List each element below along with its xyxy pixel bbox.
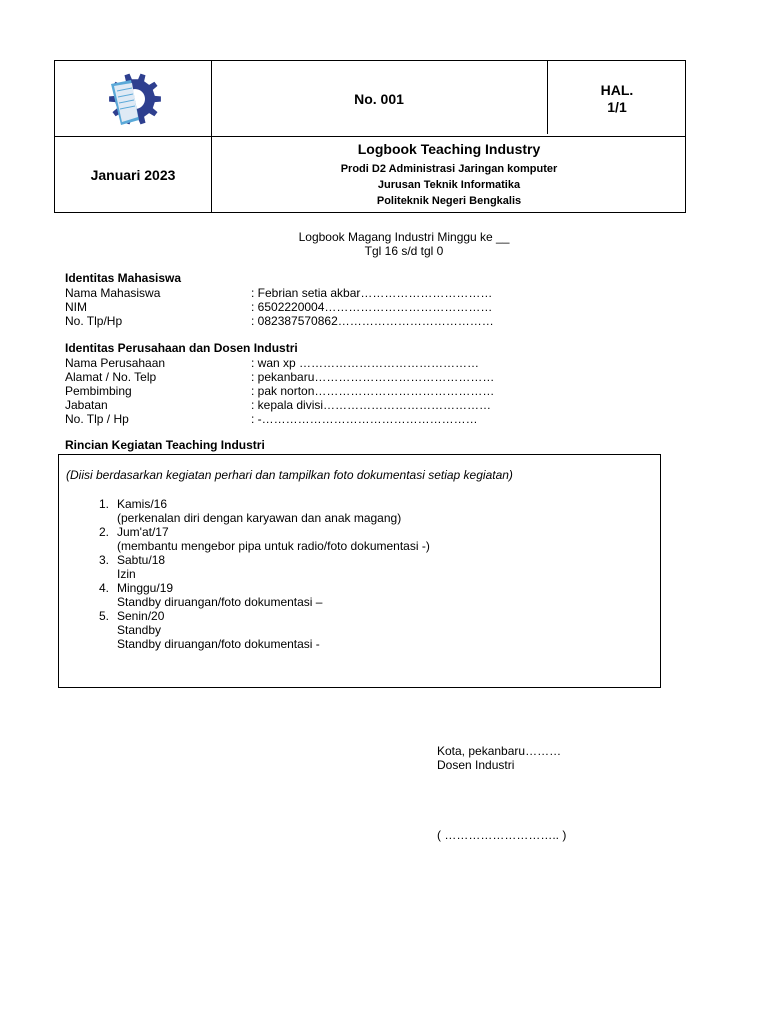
identity-value: : kepala divisi…………………………………… (251, 398, 492, 412)
document-header-table (54, 60, 686, 213)
signature-role: Dosen Industri (437, 758, 515, 772)
identity-row (65, 356, 494, 370)
logbook-subtitle: Tgl 16 s/d tgl 0 (364, 244, 444, 258)
activity-indent (59, 511, 113, 525)
activity-item-day (59, 525, 430, 539)
page-number-cell (547, 61, 687, 136)
activity-indent (59, 539, 113, 553)
activity-indent (59, 623, 113, 637)
politeknik-line: Politeknik Negeri Bengkalis (376, 195, 522, 207)
identity-row (65, 412, 494, 426)
signature-name-placeholder: ( ……………………….. ) (437, 828, 567, 842)
activity-text: Standby (117, 623, 162, 637)
activity-text: Standby diruangan/foto dokumentasi - (117, 637, 320, 651)
activity-item-detail (59, 511, 430, 525)
document-title-cell (211, 136, 687, 214)
activity-item-day (59, 581, 430, 595)
activity-item-day (59, 609, 430, 623)
identity-label: Nama Perusahaan (65, 356, 166, 370)
jurusan-line: Jurusan Teknik Informatika (377, 179, 521, 191)
prodi-line: Prodi D2 Administrasi Jaringan komputer (340, 163, 558, 175)
activity-item-detail (59, 623, 430, 637)
activity-text: Jum'at/17 (117, 525, 169, 539)
identity-row (65, 314, 494, 328)
identity-value: : 082387570862………………………………… (251, 314, 494, 328)
activity-text: (membantu mengebor pipa untuk radio/foto dokumentasi -) (117, 539, 430, 553)
document-date: Januari 2023 (90, 167, 176, 183)
identity-value: : -……………………………………………… (251, 412, 478, 426)
identity-row (65, 398, 494, 412)
identity-row (65, 286, 494, 300)
activity-text: Sabtu/18 (117, 553, 166, 567)
activity-item-day (59, 553, 430, 567)
identity-label: NIM (65, 300, 87, 314)
identity-value: : wan xp ……………………………………… (251, 356, 480, 370)
identity-label: Alamat / No. Telp (65, 370, 157, 384)
page-label: HAL. (600, 81, 634, 98)
activity-item-day (59, 497, 430, 511)
activity-text: Minggu/19 (117, 581, 174, 595)
activities-box (58, 454, 661, 688)
document-title: Logbook Teaching Industry (357, 141, 541, 157)
student-identity-heading: Identitas Mahasiswa (65, 271, 182, 285)
student-identity-section (65, 271, 494, 328)
activity-text: Izin (117, 567, 136, 581)
signature-city: Kota, pekanbaru……… (437, 744, 562, 758)
logo-cell (55, 61, 211, 136)
activity-number: 4. (98, 581, 109, 595)
activity-indent (59, 567, 113, 581)
identity-row (65, 370, 494, 384)
identity-label: No. Tlp/Hp (65, 314, 123, 328)
activity-number: 1. (98, 497, 109, 511)
activity-indent (59, 595, 113, 609)
activities-heading-text: Rincian Kegiatan Teaching Industri (65, 438, 265, 452)
activity-text: Standby diruangan/foto dokumentasi – (117, 595, 323, 609)
activity-item-detail (59, 637, 430, 651)
politeknik-logo (105, 71, 161, 127)
identity-value: : pak norton……………………………………… (251, 384, 495, 398)
activity-number: 2. (98, 525, 109, 539)
identity-value: : 6502220004…………………………………… (251, 300, 493, 314)
identity-label: No. Tlp / Hp (65, 412, 129, 426)
document-number: No. 001 (354, 90, 404, 107)
identity-label: Nama Mahasiswa (65, 286, 161, 300)
activity-item-detail (59, 567, 430, 581)
identity-row (65, 384, 494, 398)
company-identity-section (65, 341, 494, 426)
identity-value: : pekanbaru……………………………………… (251, 370, 495, 384)
activity-item-detail (59, 539, 430, 553)
company-identity-heading: Identitas Perusahaan dan Dosen Industri (65, 341, 298, 355)
identity-label: Jabatan (65, 398, 108, 412)
activity-list (59, 497, 430, 651)
page-value: 1/1 (607, 98, 627, 115)
activity-text: Kamis/16 (117, 497, 168, 511)
identity-row (65, 300, 494, 314)
activity-text: (perkenalan diri dengan karyawan dan anak magang) (117, 511, 402, 525)
activity-item-detail (59, 595, 430, 609)
activity-text: Senin/20 (117, 609, 165, 623)
identity-label: Pembimbing (65, 384, 132, 398)
activities-instructions: (Diisi berdasarkan kegiatan perhari dan tampilkan foto dokumentasi setiap kegiatan) (66, 468, 513, 482)
identity-value: : Febrian setia akbar…………………………… (251, 286, 493, 300)
activity-number: 5. (98, 609, 109, 623)
logbook-title: Logbook Magang Industri Minggu ke __ (298, 230, 510, 244)
activity-indent (59, 637, 113, 651)
activities-heading (65, 438, 265, 453)
activity-number: 3. (98, 553, 109, 567)
